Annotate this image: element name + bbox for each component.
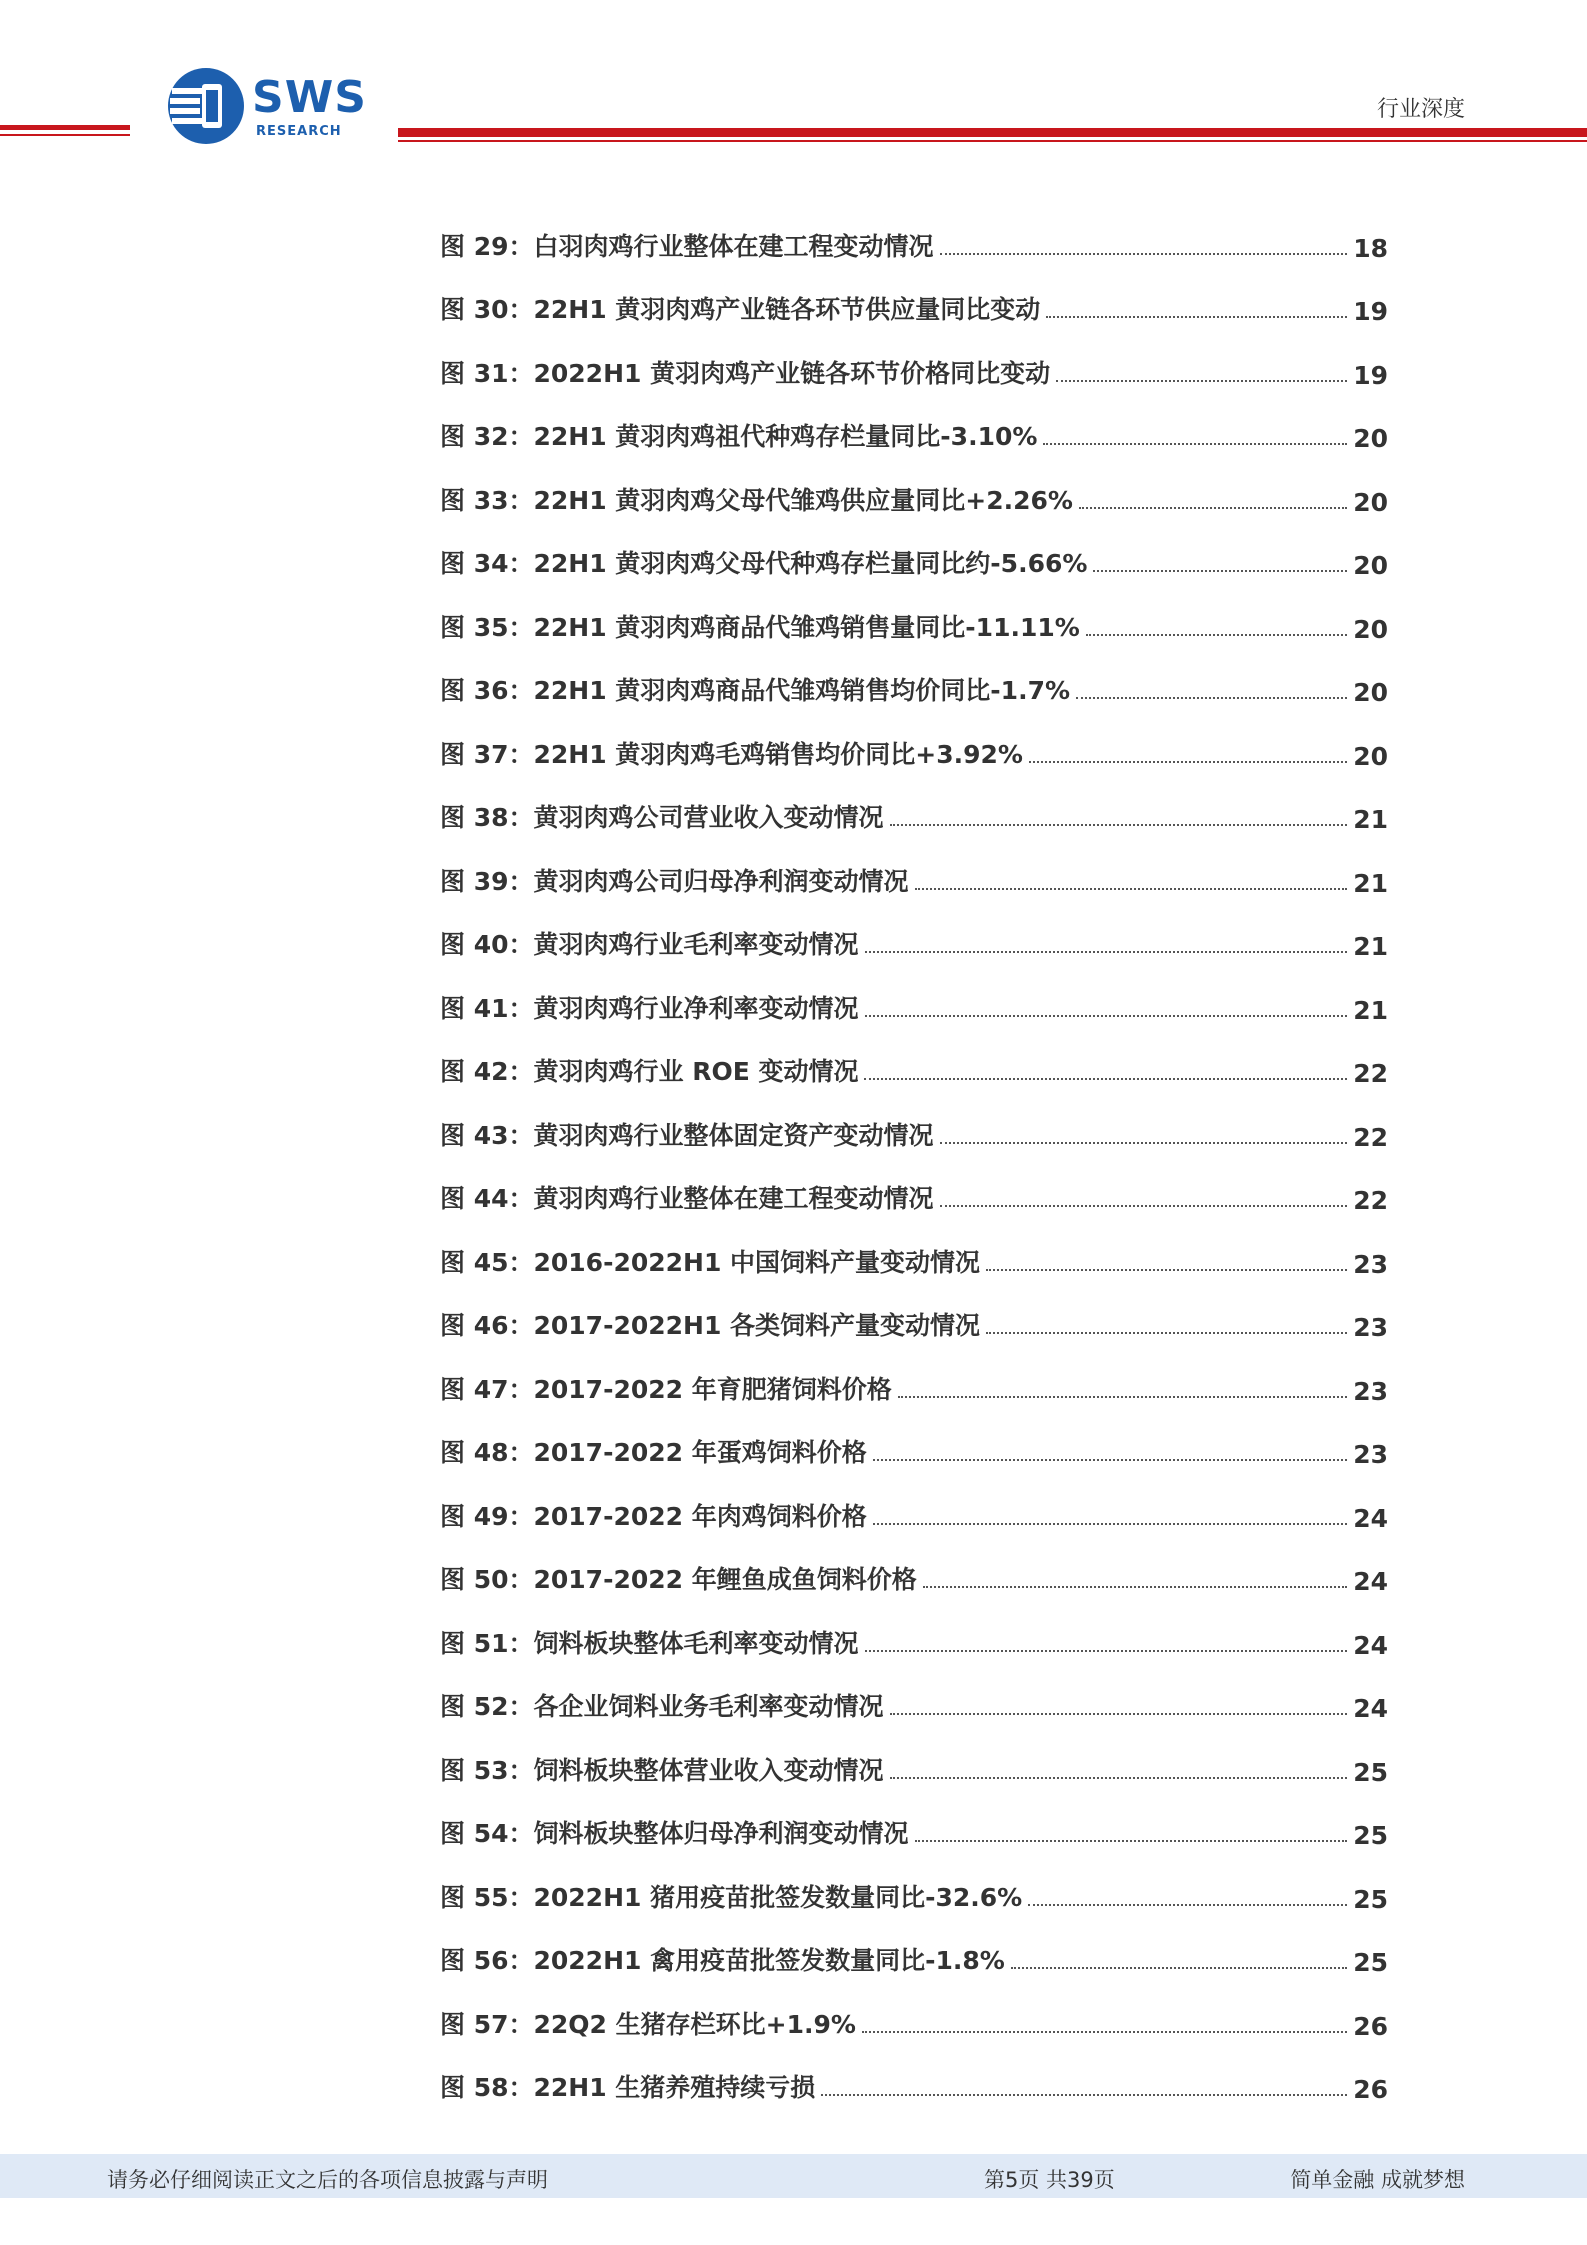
toc-entry[interactable] xyxy=(440,580,1388,644)
toc-leader-dots xyxy=(1056,380,1347,382)
toc-entry-page: 19 xyxy=(1353,360,1388,390)
toc-entry-page: 24 xyxy=(1353,1630,1388,1660)
toc-entry-title: 图 51：饲料板块整体毛利率变动情况 xyxy=(440,1628,859,1658)
toc-entry-page: 21 xyxy=(1353,932,1388,961)
toc-leader-dots xyxy=(1093,570,1347,572)
toc-entry-title: 图 35：22H1 黄羽肉鸡商品代雏鸡销售量同比-11.11% xyxy=(440,612,1080,642)
toc-entry-page: 23 xyxy=(1353,1249,1388,1279)
toc-entry-page: 23 xyxy=(1353,1313,1388,1342)
toc-leader-dots xyxy=(940,1205,1348,1207)
toc-entry-page: 20 xyxy=(1353,741,1388,771)
header-rule-left xyxy=(0,125,130,130)
toc-entry-page: 18 xyxy=(1353,233,1388,263)
toc-entry[interactable] xyxy=(440,1215,1388,1279)
toc-entry[interactable] xyxy=(440,771,1388,835)
toc-entry[interactable] xyxy=(440,1787,1388,1851)
toc-entry-page: 23 xyxy=(1353,1440,1388,1469)
logo-mark-icon xyxy=(166,66,246,146)
toc-entry[interactable] xyxy=(440,1723,1388,1787)
toc-leader-dots xyxy=(923,1586,1347,1588)
toc-entry-page: 20 xyxy=(1353,678,1388,707)
toc-entry-title: 图 30：22H1 黄羽肉鸡产业链各环节供应量同比变动 xyxy=(440,295,1041,324)
toc-entry-title: 图 33：22H1 黄羽肉鸡父母代雏鸡供应量同比+2.26% xyxy=(440,485,1073,515)
toc-entry[interactable] xyxy=(440,2041,1388,2105)
figure-toc xyxy=(440,199,1388,2104)
toc-leader-dots xyxy=(865,1015,1348,1017)
toc-leader-dots xyxy=(1011,1967,1347,1969)
logo-text: SWS xyxy=(252,72,367,123)
toc-entry-title: 图 36：22H1 黄羽肉鸡商品代雏鸡销售均价同比-1.7% xyxy=(440,676,1071,705)
toc-entry-title: 图 41：黄羽肉鸡行业净利率变动情况 xyxy=(440,993,859,1023)
toc-entry-page: 20 xyxy=(1353,551,1388,580)
toc-leader-dots xyxy=(1028,1904,1347,1906)
toc-entry-page: 22 xyxy=(1353,1186,1388,1215)
toc-entry-page: 25 xyxy=(1353,1821,1388,1850)
toc-entry-title: 图 29：白羽肉鸡行业整体在建工程变动情况 xyxy=(440,231,934,261)
toc-entry-title: 图 50：2017-2022 年鲤鱼成鱼饲料价格 xyxy=(440,1565,917,1594)
toc-entry[interactable] xyxy=(440,199,1388,263)
toc-entry-title: 图 49：2017-2022 年肉鸡饲料价格 xyxy=(440,1501,867,1531)
toc-entry-page: 26 xyxy=(1353,2075,1388,2104)
toc-entry-page: 19 xyxy=(1353,297,1388,326)
toc-entry-page: 26 xyxy=(1353,2011,1388,2041)
footer-slogan: 简单金融 成就梦想 xyxy=(1290,2168,1465,2192)
toc-entry[interactable] xyxy=(440,453,1388,517)
toc-entry-page: 25 xyxy=(1353,1757,1388,1787)
toc-entry[interactable] xyxy=(440,1596,1388,1660)
toc-leader-dots xyxy=(915,1840,1348,1842)
toc-entry[interactable] xyxy=(440,390,1388,454)
toc-entry-title: 图 43：黄羽肉鸡行业整体固定资产变动情况 xyxy=(440,1120,934,1150)
toc-entry[interactable] xyxy=(440,1152,1388,1216)
toc-entry[interactable] xyxy=(440,326,1388,390)
toc-entry[interactable] xyxy=(440,263,1388,327)
toc-leader-dots xyxy=(915,888,1348,890)
toc-entry[interactable] xyxy=(440,517,1388,581)
toc-leader-dots xyxy=(1086,634,1347,636)
toc-entry-page: 21 xyxy=(1353,868,1388,898)
toc-entry-page: 20 xyxy=(1353,487,1388,517)
toc-entry-title: 图 57：22Q2 生猪存栏环比+1.9% xyxy=(440,2009,856,2039)
header-rule-left-thin xyxy=(0,134,130,136)
toc-leader-dots xyxy=(862,2031,1347,2033)
toc-entry[interactable] xyxy=(440,834,1388,898)
toc-entry-title: 图 31：2022H1 黄羽肉鸡产业链各环节价格同比变动 xyxy=(440,358,1051,388)
toc-entry-page: 21 xyxy=(1353,805,1388,834)
toc-entry[interactable] xyxy=(440,898,1388,962)
toc-entry[interactable] xyxy=(440,644,1388,708)
toc-leader-dots xyxy=(940,1142,1348,1144)
toc-entry[interactable] xyxy=(440,961,1388,1025)
toc-entry-page: 24 xyxy=(1353,1503,1388,1533)
toc-leader-dots xyxy=(1076,697,1347,699)
toc-entry[interactable] xyxy=(440,1025,1388,1089)
toc-entry[interactable] xyxy=(440,1088,1388,1152)
toc-leader-dots xyxy=(1079,507,1347,509)
toc-entry-page: 23 xyxy=(1353,1376,1388,1406)
sws-logo xyxy=(166,66,376,146)
toc-entry-title: 图 47：2017-2022 年育肥猪饲料价格 xyxy=(440,1374,892,1404)
toc-entry[interactable] xyxy=(440,1406,1388,1470)
toc-entry-title: 图 46：2017-2022H1 各类饲料产量变动情况 xyxy=(440,1311,981,1340)
toc-entry[interactable] xyxy=(440,1660,1388,1724)
toc-entry-page: 25 xyxy=(1353,1884,1388,1914)
toc-entry-title: 图 53：饲料板块整体营业收入变动情况 xyxy=(440,1755,884,1785)
toc-entry[interactable] xyxy=(440,1914,1388,1978)
toc-entry[interactable] xyxy=(440,1850,1388,1914)
footer-disclaimer: 请务必仔细阅读正文之后的各项信息披露与声明 xyxy=(107,2168,548,2192)
toc-entry-title: 图 58：22H1 生猪养殖持续亏损 xyxy=(440,2073,816,2102)
toc-leader-dots xyxy=(873,1459,1347,1461)
toc-leader-dots xyxy=(890,1713,1348,1715)
toc-leader-dots xyxy=(865,951,1348,953)
toc-leader-dots xyxy=(890,824,1348,826)
toc-leader-dots xyxy=(898,1396,1347,1398)
page-header xyxy=(0,0,1587,160)
toc-entry-title: 图 32：22H1 黄羽肉鸡祖代种鸡存栏量同比-3.10% xyxy=(440,422,1038,451)
toc-leader-dots xyxy=(1043,443,1347,445)
toc-leader-dots xyxy=(986,1269,1347,1271)
toc-leader-dots xyxy=(1046,316,1347,318)
toc-entry-title: 图 56：2022H1 禽用疫苗批签发数量同比-1.8% xyxy=(440,1946,1005,1975)
toc-entry-title: 图 34：22H1 黄羽肉鸡父母代种鸡存栏量同比约-5.66% xyxy=(440,549,1088,578)
toc-entry-title: 图 55：2022H1 猪用疫苗批签发数量同比-32.6% xyxy=(440,1882,1023,1912)
section-label: 行业深度 xyxy=(1376,97,1465,122)
toc-entry[interactable] xyxy=(440,1977,1388,2041)
header-rule-right-thin xyxy=(398,140,1587,142)
toc-entry[interactable] xyxy=(440,1342,1388,1406)
toc-entry-page: 24 xyxy=(1353,1567,1388,1596)
toc-leader-dots xyxy=(890,1777,1348,1779)
footer-page-info: 第5页 共39页 xyxy=(984,2168,1115,2192)
toc-entry-page: 24 xyxy=(1353,1694,1388,1723)
toc-entry[interactable] xyxy=(440,1279,1388,1343)
toc-entry-page: 21 xyxy=(1353,995,1388,1025)
toc-entry-page: 20 xyxy=(1353,614,1388,644)
toc-leader-dots xyxy=(821,2094,1347,2096)
toc-entry-page: 22 xyxy=(1353,1122,1388,1152)
toc-leader-dots xyxy=(873,1523,1347,1525)
toc-entry-page: 20 xyxy=(1353,424,1388,453)
toc-leader-dots xyxy=(940,253,1348,255)
toc-entry-page: 22 xyxy=(1353,1059,1388,1088)
toc-entry[interactable] xyxy=(440,1469,1388,1533)
toc-leader-dots xyxy=(865,1650,1348,1652)
toc-leader-dots xyxy=(1029,761,1347,763)
toc-entry-page: 25 xyxy=(1353,1948,1388,1977)
toc-entry[interactable] xyxy=(440,1533,1388,1597)
toc-leader-dots xyxy=(864,1078,1347,1080)
toc-entry-title: 图 52：各企业饲料业务毛利率变动情况 xyxy=(440,1692,884,1721)
toc-entry-title: 图 42：黄羽肉鸡行业 ROE 变动情况 xyxy=(440,1057,859,1086)
toc-entry-title: 图 44：黄羽肉鸡行业整体在建工程变动情况 xyxy=(440,1184,934,1213)
toc-leader-dots xyxy=(986,1332,1347,1334)
toc-entry-title: 图 54：饲料板块整体归母净利润变动情况 xyxy=(440,1819,909,1848)
logo-subtext: RESEARCH xyxy=(256,124,342,139)
header-rule-right xyxy=(398,128,1587,137)
toc-entry-title: 图 37：22H1 黄羽肉鸡毛鸡销售均价同比+3.92% xyxy=(440,739,1023,769)
toc-entry-title: 图 48：2017-2022 年蛋鸡饲料价格 xyxy=(440,1438,867,1467)
toc-entry-title: 图 38：黄羽肉鸡公司营业收入变动情况 xyxy=(440,803,884,832)
toc-entry-title: 图 39：黄羽肉鸡公司归母净利润变动情况 xyxy=(440,866,909,896)
toc-entry-title: 图 45：2016-2022H1 中国饲料产量变动情况 xyxy=(440,1247,981,1277)
page-footer xyxy=(0,2154,1587,2198)
toc-entry-title: 图 40：黄羽肉鸡行业毛利率变动情况 xyxy=(440,930,859,959)
toc-entry[interactable] xyxy=(440,707,1388,771)
